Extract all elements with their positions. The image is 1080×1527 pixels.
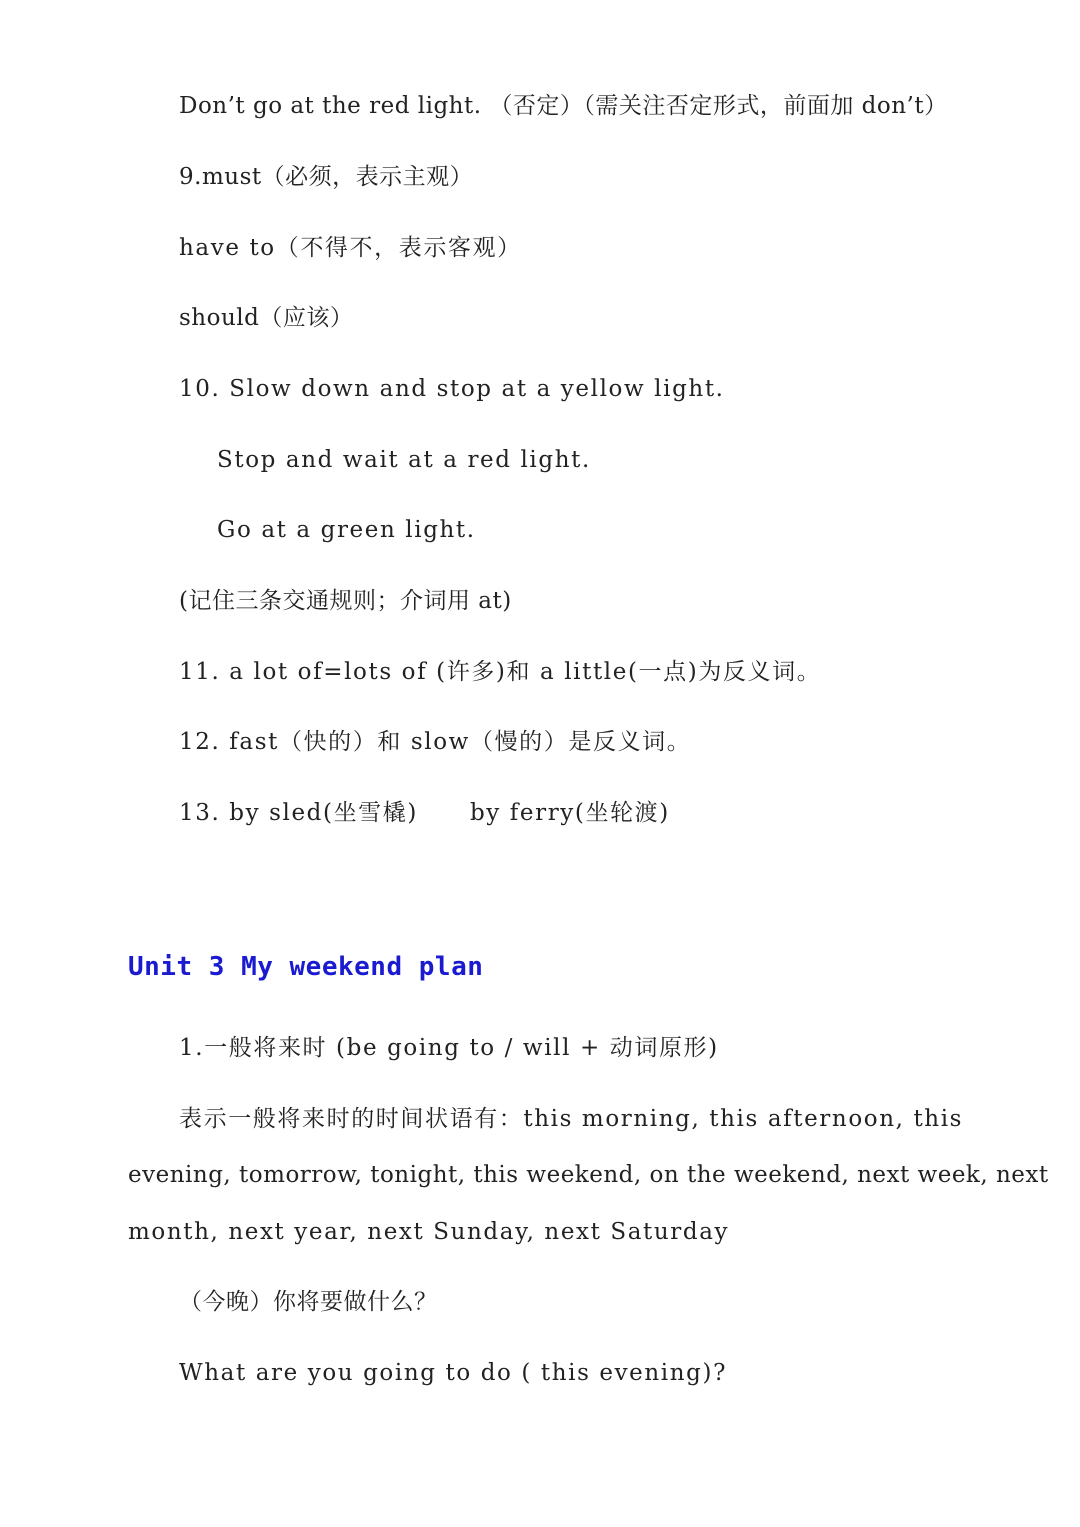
text-line-question-zh: （今晚）你将要做什么？ [179, 1289, 438, 1315]
text-line-go-green: Go at a green light. [217, 517, 476, 543]
text-line-should: should（应该） [179, 305, 354, 331]
text-line-question-en: What are you going to do ( this evening)? [179, 1360, 728, 1386]
text-line-stop-red: Stop and wait at a red light. [217, 447, 591, 473]
section-heading-unit-3: Unit 3 My weekend plan [128, 952, 484, 982]
text-line-item-11: 11. a lot of=lots of (许多)和 a little(一点)为反义词。 [179, 659, 822, 685]
text-line-item-13 [179, 798, 670, 828]
text-line-negative-form: Don’t go at the red light. （否定）（需关注否定形式，前面加 don’t） [179, 93, 948, 119]
text-line-time-adverbials-2: evening, tomorrow, tonight, this weekend, on the weekend, next week, next [128, 1162, 1049, 1188]
text-line-future-tense: 1.一般将来时 (be going to / will + 动词原形) [179, 1035, 719, 1061]
text-line-must: 9.must（必须，表示主观） [179, 164, 474, 190]
text-by-sled: 13. by sled(坐雪橇) [179, 800, 418, 826]
text-line-item-10: 10. Slow down and stop at a yellow light. [179, 376, 725, 402]
text-line-have-to: have to（不得不，表示客观） [179, 235, 522, 261]
text-line-traffic-note: (记住三条交通规则；介词用 at) [179, 588, 512, 614]
text-line-time-adverbials-3: month, next year, next Sunday, next Saturday [128, 1219, 730, 1245]
text-by-ferry: by ferry(坐轮渡) [469, 800, 670, 826]
text-line-item-12: 12. fast（快的）和 slow（慢的）是反义词。 [179, 729, 692, 755]
text-line-time-adverbials-1: 表示一般将来时的时间状语有：this morning, this afternoon, this [179, 1106, 964, 1132]
